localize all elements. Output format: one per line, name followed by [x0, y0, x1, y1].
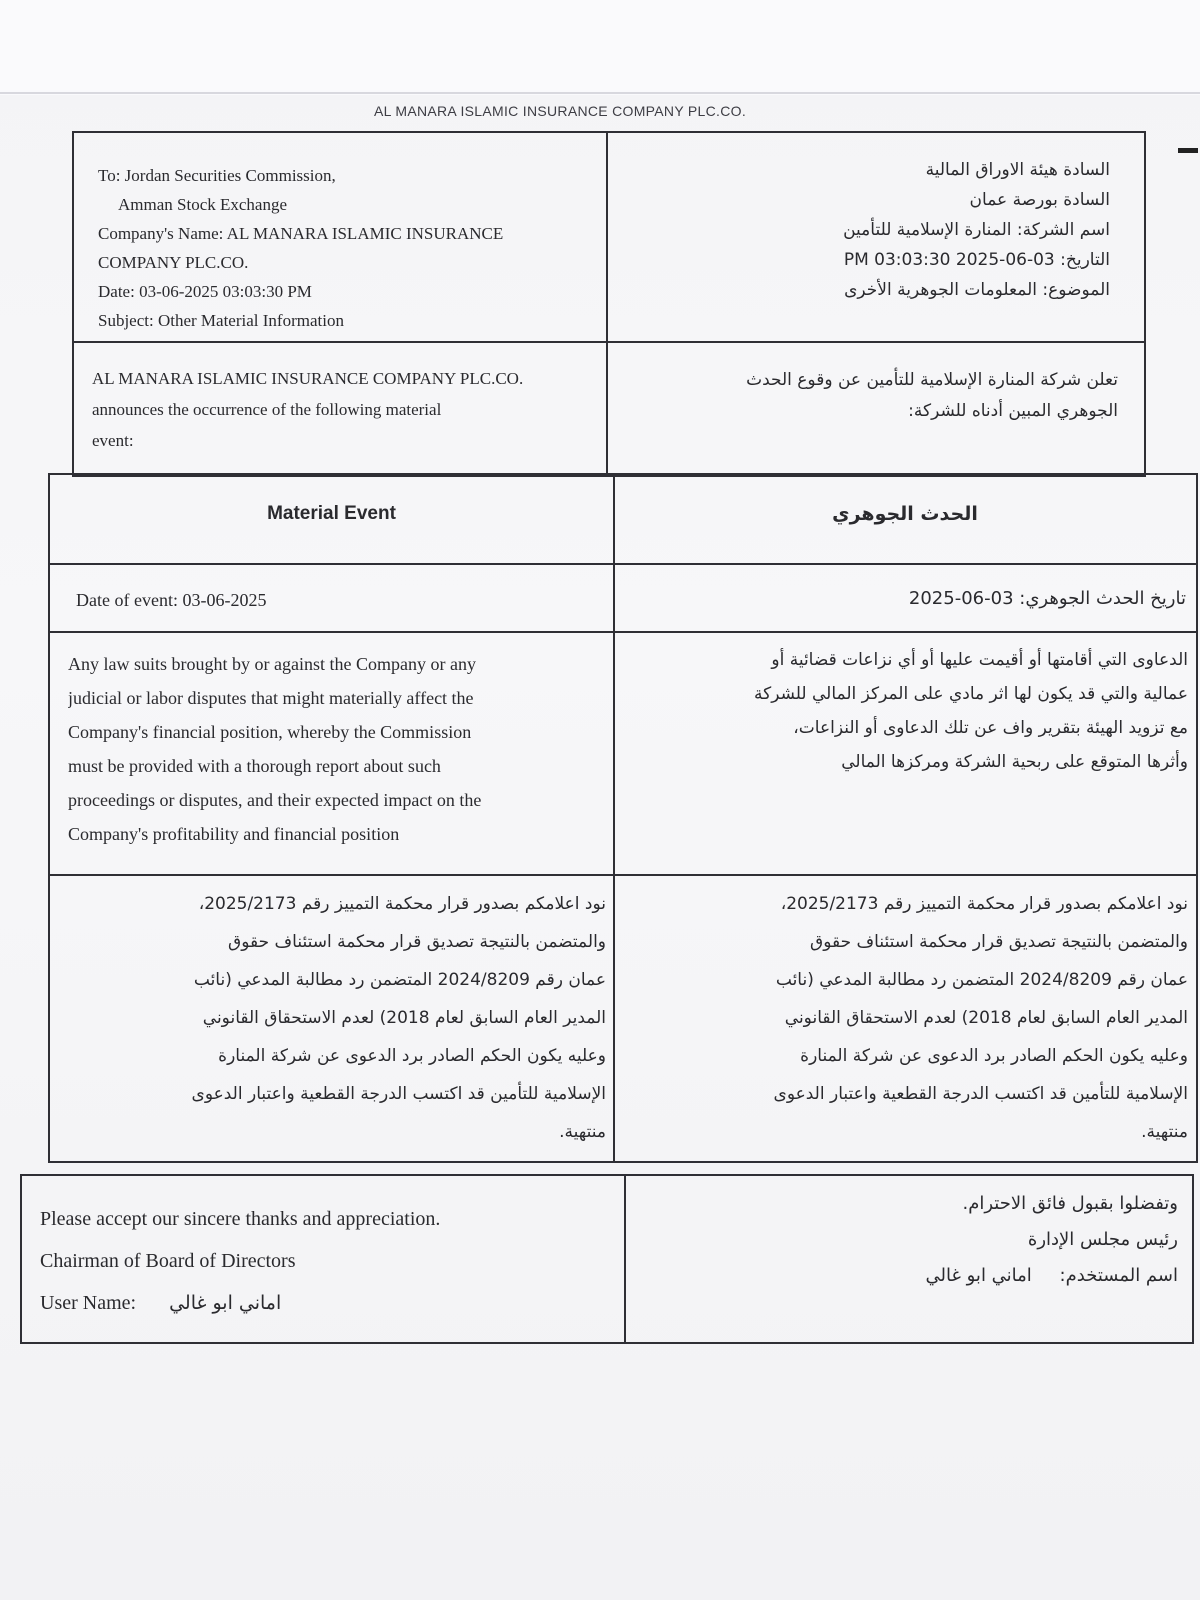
background-page [0, 0, 1200, 95]
event-detail-line-ar: والمتضمن بالنتيجة تصديق قرار محكمة استئناف حقوق [810, 932, 1188, 952]
event-detail-line-ar: نود اعلامكم بصدور قرار محكمة التمييز رقم 2025/2173، [780, 894, 1188, 914]
to-line-ar: السادة هيئة الاوراق المالية [925, 160, 1110, 180]
thanks-line: Please accept our sincere thanks and appreciation. [40, 1208, 441, 1230]
event-type-line: judicial or labor disputes that might materially affect the [68, 688, 474, 708]
closing-table [20, 1174, 1194, 1344]
announcement-ar [634, 365, 1118, 427]
announcement-line: AL MANARA ISLAMIC INSURANCE COMPANY PLC.CO. [92, 369, 524, 388]
event-type-line: proceedings or disputes, and their expected impact on the [68, 790, 482, 810]
event-type-line: must be provided with a thorough report about such [68, 756, 441, 776]
user-name-line-ar [642, 1258, 1178, 1294]
event-type-line: Company's financial position, whereby the Commission [68, 722, 472, 742]
exchange-line-ar: السادة بورصة عمان [969, 190, 1110, 210]
user-name-label: User Name: [40, 1292, 137, 1314]
addressee-en [98, 161, 598, 335]
event-type-line-ar: وأثرها المتوقع على ربحية الشركة ومركزها المالي [841, 752, 1188, 772]
material-event-table [48, 473, 1198, 1163]
announcement-line: announces the occurrence of the following material [92, 400, 442, 419]
event-detail-line-ar: عمان رقم 2024/8209 المتضمن رد مطالبة المدعي (نائب [775, 970, 1188, 990]
chairman-title: Chairman of Board of Directors [40, 1250, 296, 1272]
user-name-value-ar: اماني ابو غالي [925, 1265, 1032, 1286]
event-type-line: Company's profitability and financial position [68, 824, 400, 844]
thanks-line-ar: وتفضلوا بقبول فائق الاحترام. [962, 1193, 1178, 1214]
date-line: Date: 03-06-2025 03:03:30 PM [98, 282, 312, 301]
chairman-title-ar: رئيس مجلس الإدارة [1027, 1229, 1178, 1250]
event-detail-line-ar: وعليه يكون الحكم الصادر برد الدعوى عن شركة المنارة [800, 1046, 1188, 1066]
event-detail-line: المدير العام السابق لعام 2018) لعدم الاستحقاق القانوني [202, 1008, 606, 1028]
announcement-en [92, 363, 602, 456]
date-line-ar: التاريخ: 03-06-2025 03:03:30 PM [843, 250, 1110, 270]
subject-line-ar: الموضوع: المعلومات الجوهرية الأخرى [844, 280, 1110, 300]
event-detail-line: والمتضمن بالنتيجة تصديق قرار محكمة استئناف حقوق [228, 932, 606, 952]
user-name-label-ar: اسم المستخدم: [1059, 1265, 1178, 1286]
event-detail-line: وعليه يكون الحكم الصادر برد الدعوى عن شركة المنارة [218, 1046, 606, 1066]
event-detail-left [58, 885, 606, 1151]
addressee-table [72, 131, 1146, 477]
event-detail-right [624, 885, 1188, 1151]
subject-line: Subject: Other Material Information [98, 311, 344, 330]
to-line: To: Jordan Securities Commission, [98, 166, 336, 185]
announcement-line: event: [92, 431, 134, 450]
event-detail-line: عمان رقم 2024/8209 المتضمن رد مطالبة المدعي (نائب [193, 970, 606, 990]
addressee-ar [634, 155, 1110, 305]
event-detail-line: الإسلامية للتأمين قد اكتسب الدرجة القطعية واعتبار الدعوى [191, 1084, 606, 1104]
event-type-line-ar: الدعاوى التي أقامتها أو أقيمت عليها أو أي نزاعات قضائية أو [771, 650, 1188, 670]
event-type-ar [622, 643, 1188, 779]
closing-en [40, 1198, 620, 1324]
user-name-line [40, 1282, 620, 1324]
page-header: AL MANARA ISLAMIC INSURANCE COMPANY PLC.CO. [373, 103, 747, 119]
company-name-line-ar: اسم الشركة: المنارة الإسلامية للتأمين [843, 220, 1110, 240]
event-detail-line-ar: منتهية. [1141, 1122, 1188, 1142]
user-name-value: اماني ابو غالي [169, 1292, 282, 1314]
event-header-en: Material Event [267, 503, 396, 524]
closing-ar [642, 1186, 1178, 1294]
event-header-ar: الحدث الجوهري [832, 503, 978, 525]
event-type-line: Any law suits brought by or against the Company or any [68, 654, 476, 674]
event-type-en [68, 647, 608, 851]
event-date-en: Date of event: 03-06-2025 [76, 590, 267, 610]
event-detail-line-ar: المدير العام السابق لعام 2018) لعدم الاستحقاق القانوني [784, 1008, 1188, 1028]
company-name-line-2: COMPANY PLC.CO. [98, 253, 249, 272]
event-detail-line-ar: الإسلامية للتأمين قد اكتسب الدرجة القطعية واعتبار الدعوى [773, 1084, 1188, 1104]
announcement-line-ar: تعلن شركة المنارة الإسلامية للتأمين عن وقوع الحدث [746, 370, 1118, 390]
margin-mark [1178, 148, 1198, 153]
event-detail-line: نود اعلامكم بصدور قرار محكمة التمييز رقم 2025/2173، [198, 894, 606, 914]
event-date-ar: تاريخ الحدث الجوهري: 03-06-2025 [908, 588, 1186, 609]
event-type-line-ar: مع تزويد الهيئة بتقرير واف عن تلك الدعاوى أو النزاعات، [793, 718, 1188, 738]
page-edge [0, 92, 1200, 94]
event-type-line-ar: عمالية والتي قد يكون لها اثر مادي على المركز المالي للشركة [754, 684, 1188, 704]
exchange-line: Amman Stock Exchange [118, 195, 288, 214]
announcement-line-ar: الجوهري المبين أدناه للشركة: [908, 401, 1118, 421]
event-detail-line: منتهية. [559, 1122, 606, 1142]
company-name-line: Company's Name: AL MANARA ISLAMIC INSURANCE [98, 224, 504, 243]
